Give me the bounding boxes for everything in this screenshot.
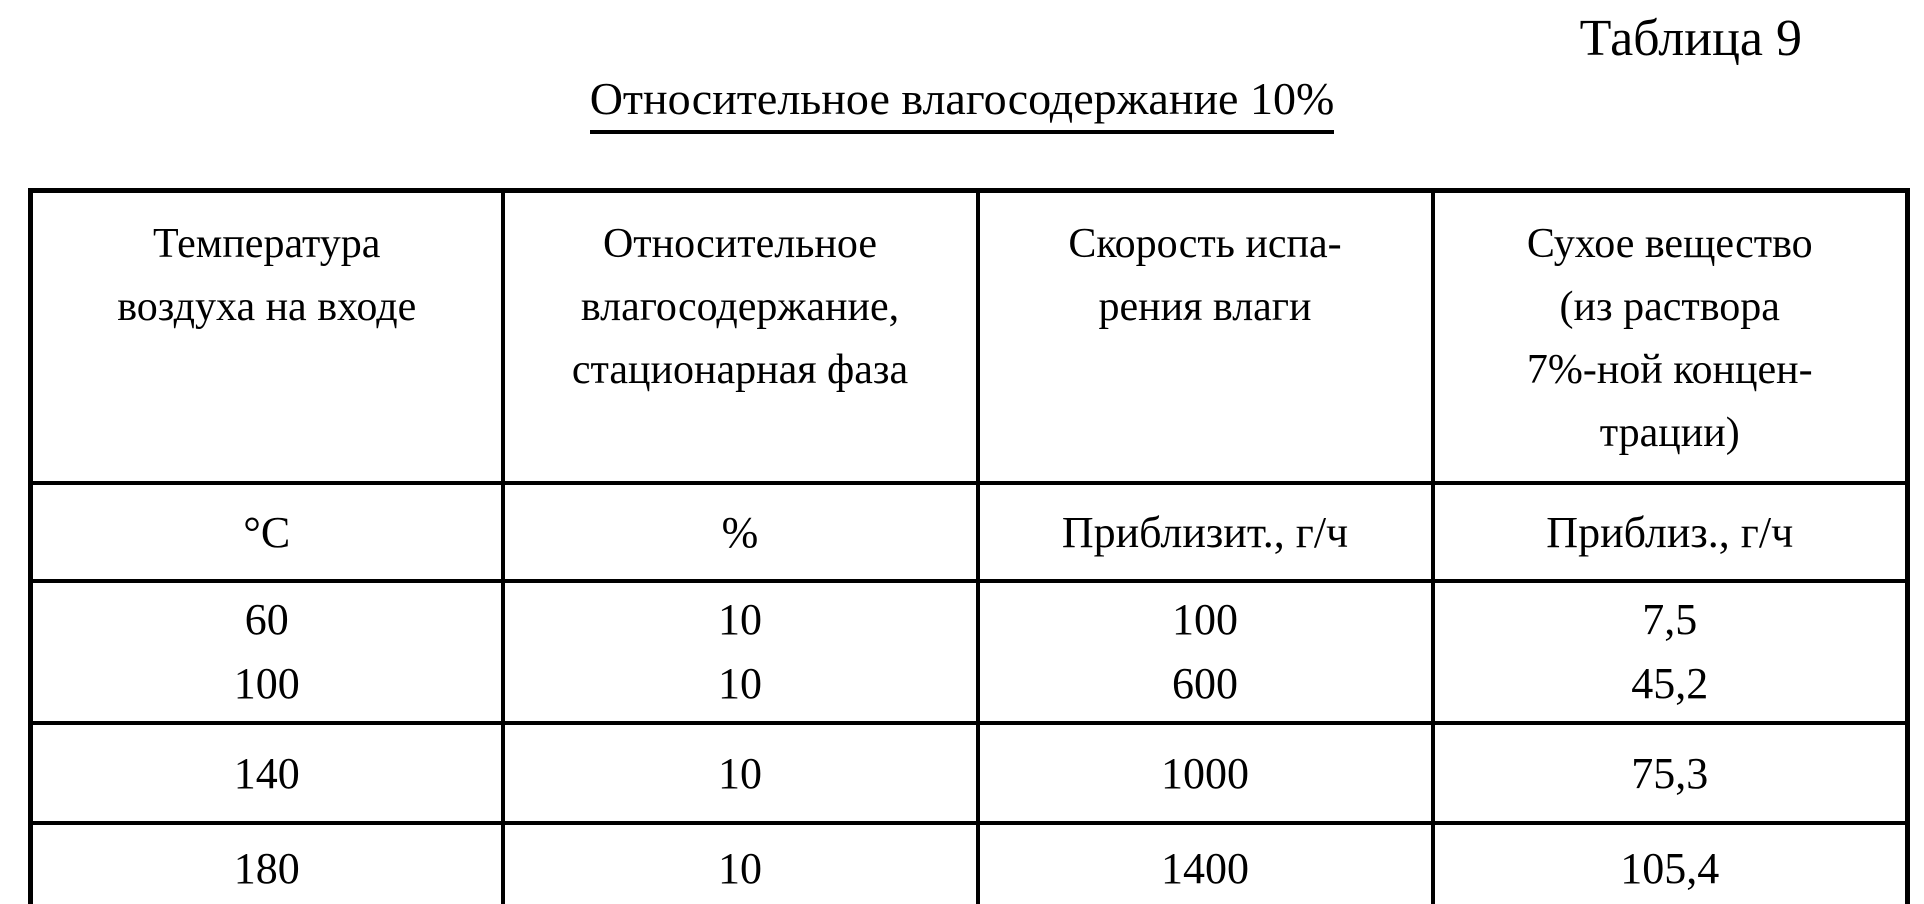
header-line: стационарная фаза [571, 347, 909, 393]
cell-value: 600 [1172, 659, 1238, 708]
cell-evaporation-rate: 1400 [978, 823, 1433, 904]
table-header-row [31, 191, 1908, 484]
cell-dry-matter: 105,4 [1433, 823, 1908, 904]
header-line: трации) [1599, 410, 1740, 456]
cell-dry-matter [1433, 581, 1908, 723]
cell-evaporation-rate: 1000 [978, 723, 1433, 823]
table-title [0, 72, 1924, 134]
header-line: воздуха на входе [117, 284, 417, 330]
cell-value: 7,5 [1642, 595, 1698, 645]
header-cell-moisture [503, 191, 978, 484]
cell-moisture [503, 581, 978, 723]
cell-value: 45,2 [1631, 659, 1709, 708]
unit-cell-percent: % [503, 483, 978, 581]
cell-evaporation-rate [978, 581, 1433, 723]
table-number-label: Таблица 9 [1579, 10, 1802, 67]
cell-temperature [31, 581, 503, 723]
header-cell-evaporation-rate [978, 191, 1433, 484]
cell-dry-matter: 75,3 [1433, 723, 1908, 823]
header-cell-dry-matter [1433, 191, 1908, 484]
cell-moisture: 10 [503, 823, 978, 904]
table-row [31, 723, 1908, 823]
cell-moisture: 10 [503, 723, 978, 823]
header-line: Скорость испа- [1068, 221, 1342, 267]
unit-cell-gph-approx: Приблизит., г/ч [978, 483, 1433, 581]
cell-value: 10 [718, 595, 762, 645]
header-cell-temperature [31, 191, 503, 484]
cell-value: 100 [1172, 595, 1238, 645]
cell-value: 100 [233, 659, 300, 708]
header-line: Относительное [602, 221, 878, 267]
table-units-row [31, 483, 1908, 581]
header-line: 7%-ной концен- [1526, 347, 1813, 393]
unit-cell-celsius: °C [31, 483, 503, 581]
unit-cell-gph-approx2: Приблиз., г/ч [1433, 483, 1908, 581]
cell-value: 10 [718, 659, 762, 708]
header-line: Сухое вещество [1526, 221, 1813, 267]
cell-value: 60 [244, 595, 289, 645]
cell-temperature: 140 [31, 723, 503, 823]
header-line: (из раствора [1559, 284, 1780, 330]
table-row [31, 823, 1908, 904]
cell-temperature: 180 [31, 823, 503, 904]
table-row [31, 581, 1908, 723]
header-line: рения влаги [1098, 284, 1312, 330]
header-line: Температура [153, 221, 381, 267]
header-line: влагосодержание, [580, 284, 900, 330]
table-title-text: Относительное влагосодержание 10% [590, 72, 1335, 134]
data-table [28, 188, 1910, 904]
